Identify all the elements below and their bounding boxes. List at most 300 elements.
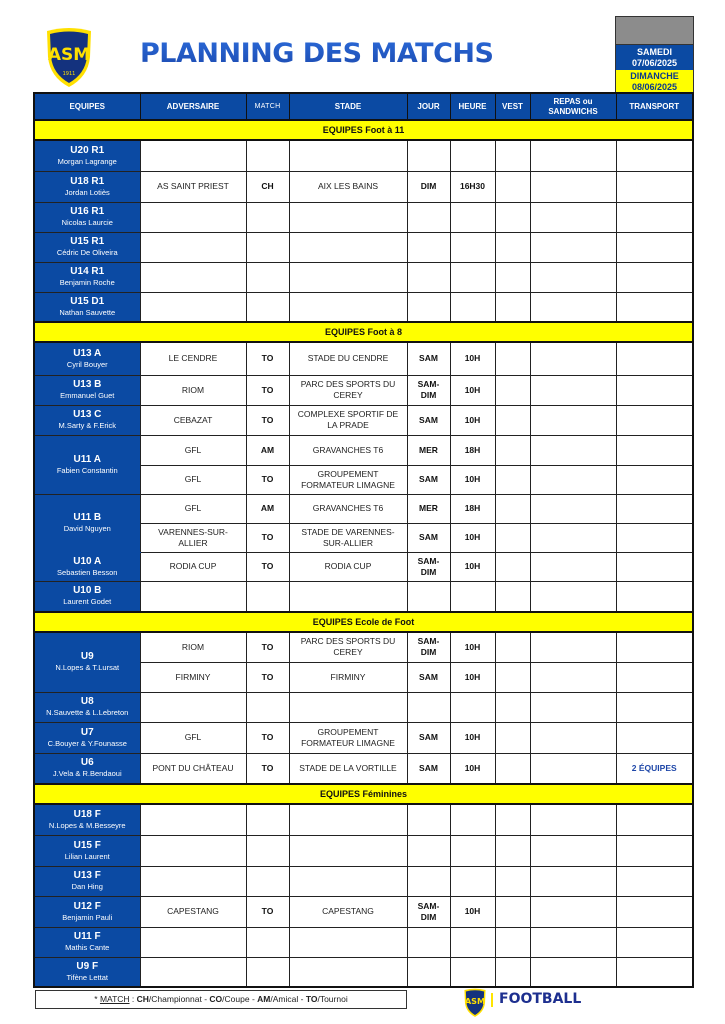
match-cell [246,292,289,322]
stade-cell: AIX LES BAINS [289,171,407,202]
stade-cell: GRAVANCHES T6 [289,494,407,523]
team-cell [34,171,140,202]
repas-cell [530,957,616,987]
stade-cell: PARC DES SPORTS DU CEREY [289,375,407,405]
team-coach: Benjamin Roche [59,278,115,287]
col-header-adversaire: ADVERSAIRE [140,93,246,120]
transport-cell [616,662,693,692]
team-name: U20 R1 [70,144,105,156]
transport-cell [616,405,693,435]
footer-divider [491,993,493,1007]
adversaire-cell [140,581,246,612]
repas-cell [530,722,616,753]
adversaire-cell: FIRMINY [140,662,246,692]
adversaire-cell: RIOM [140,632,246,662]
team-name: U15 R1 [70,236,105,247]
repas-cell [530,552,616,581]
jour-cell [407,202,450,232]
table-row [34,232,693,262]
legend-code-co: CO [209,994,223,1004]
transport-cell: 2 ÉQUIPES [616,753,693,784]
adversaire-cell [140,866,246,896]
team-cell [34,632,140,692]
match-cell: CH [246,171,289,202]
heure-cell: 10H [450,552,495,581]
match-cell: TO [246,662,289,692]
jour-cell: SAM [407,662,450,692]
match-cell: TO [246,342,289,375]
vest-cell [495,292,530,322]
adversaire-cell: VARENNES-SUR-ALLIER [140,523,246,552]
transport-cell [616,552,693,581]
team-name: U8 [80,696,94,707]
stade-cell: FIRMINY [289,662,407,692]
section-title [34,120,693,140]
adversaire-cell [140,202,246,232]
heure-cell: 10H [450,753,495,784]
match-cell: TO [246,465,289,494]
heure-cell: 10H [450,896,495,927]
table-row [34,722,693,753]
team-cell [34,202,140,232]
stade-cell: PARC DES SPORTS DU CEREY [289,632,407,662]
repas-cell [530,523,616,552]
repas-cell [530,171,616,202]
stade-cell [289,957,407,987]
team-cell [34,140,140,171]
jour-cell [407,692,450,722]
team-coach: N.Lopes & M.Besseyre [48,820,126,830]
sunday-value: 08/06/2025 [631,82,678,92]
adversaire-cell [140,232,246,262]
match-cell [246,262,289,292]
vest-cell [495,465,530,494]
stade-cell [289,262,407,292]
team-coach: Jordan Lotiès [64,187,110,197]
heure-cell [450,804,495,835]
table-row [34,866,693,896]
team-cell [34,581,140,612]
vest-cell [495,202,530,232]
vest-cell [495,927,530,957]
team-cell [34,722,140,753]
section-title-rest: Ecole de Foot [352,617,415,627]
section-title [34,322,693,342]
svg-text:ASM: ASM [47,45,91,65]
repas-cell [530,262,616,292]
team-coach: Dan Hing [71,882,103,891]
transport-cell [616,375,693,405]
saturday-date [616,45,693,70]
team-coach: M.Sarty & F.Erick [58,421,116,430]
adversaire-cell [140,835,246,866]
transport-cell [616,171,693,202]
table-row [34,494,693,523]
table-row [34,804,693,835]
legend-code-am: AM [257,994,271,1004]
heure-cell [450,140,495,171]
date-box [615,16,694,94]
section-title-bold: EQUIPES [324,327,365,337]
section-title-bold: EQUIPES [322,125,363,135]
stade-cell [289,927,407,957]
team-cell [34,896,140,927]
vest-cell [495,753,530,784]
asm-logo [44,27,94,89]
svg-text:ASM: ASM [464,995,486,1006]
transport-cell [616,494,693,523]
team-coach: Cédric De Oliveira [56,248,118,257]
jour-cell: MER [407,435,450,465]
table-row [34,692,693,722]
repas-cell [530,835,616,866]
repas-cell [530,435,616,465]
vest-cell [495,581,530,612]
jour-cell: SAM [407,722,450,753]
team-coach: Sebastien Besson [57,567,118,577]
vest-cell [495,405,530,435]
heure-cell: 18H [450,494,495,523]
col-header-jour: JOUR [407,93,450,120]
vest-cell [495,722,530,753]
team-cell [34,552,140,581]
jour-cell: DIM [407,171,450,202]
jour-cell [407,804,450,835]
transport-cell [616,435,693,465]
match-cell [246,692,289,722]
team-coach: Laurent Godet [63,597,112,607]
adversaire-cell: GFL [140,435,246,465]
heure-cell [450,835,495,866]
repas-cell [530,140,616,171]
repas-cell [530,804,616,835]
match-cell [246,140,289,171]
repas-cell [530,202,616,232]
vest-cell [495,262,530,292]
table-row [34,927,693,957]
team-cell [34,957,140,987]
col-header-vest: VEST [495,93,530,120]
heure-cell [450,866,495,896]
table-row [34,405,693,435]
match-cell [246,927,289,957]
repas-cell [530,465,616,494]
legend-label-to: /Tournoi [317,994,348,1004]
footer-asm-logo [463,988,487,1018]
team-coach: Benjamin Pauli [62,912,113,922]
col-header-match: MATCH [246,93,289,120]
adversaire-cell: CAPESTANG [140,896,246,927]
repas-cell [530,292,616,322]
heure-cell [450,262,495,292]
repas-cell [530,342,616,375]
jour-cell [407,866,450,896]
team-cell [34,753,140,784]
section-title [34,612,693,632]
team-name: U16 R1 [70,206,105,217]
transport-cell [616,692,693,722]
team-name: U18 F [73,808,101,820]
adversaire-cell: RIOM [140,375,246,405]
team-cell [34,232,140,262]
team-name: U7 [80,726,94,738]
heure-cell: 10H [450,375,495,405]
section-title-rest: Foot à 8 [365,327,403,337]
team-coach: Lilian Laurent [64,851,110,861]
stade-cell: GROUPEMENT FORMATEUR LIMAGNE [289,465,407,494]
table-row [34,140,693,171]
repas-cell [530,581,616,612]
transport-cell [616,465,693,494]
team-name: U14 R1 [70,266,105,277]
vest-cell [495,494,530,523]
match-cell: AM [246,494,289,523]
adversaire-cell [140,927,246,957]
vest-cell [495,171,530,202]
jour-cell: SAM-DIM [407,552,450,581]
vest-cell [495,632,530,662]
team-coach: Fabien Constantin [56,465,118,475]
team-cell [34,262,140,292]
adversaire-cell: RODIA CUP [140,552,246,581]
team-coach: Morgan Lagrange [57,156,117,166]
team-name: U18 R1 [70,175,105,187]
legend-key: MATCH [99,994,130,1004]
adversaire-cell: GFL [140,722,246,753]
jour-cell: SAM-DIM [407,632,450,662]
stade-cell: STADE DE LA VORTILLE [289,753,407,784]
team-cell [34,375,140,405]
heure-cell: 10H [450,632,495,662]
match-cell [246,835,289,866]
heure-cell [450,692,495,722]
section-title [34,784,693,804]
footer-brand: FOOTBALL [499,991,582,1007]
team-coach: Cyril Bouyer [66,359,108,369]
team-cell [34,835,140,866]
table-row [34,202,693,232]
team-cell [34,292,140,322]
jour-cell [407,140,450,171]
transport-cell [616,262,693,292]
adversaire-cell [140,292,246,322]
team-coach: J.Vela & R.Bendaoui [52,769,122,779]
stade-cell [289,804,407,835]
stade-cell [289,140,407,171]
planning-body [34,120,693,987]
transport-cell [616,632,693,662]
vest-cell [495,140,530,171]
jour-cell: SAM [407,342,450,375]
team-coach: David Nguyen [63,524,111,533]
repas-cell [530,494,616,523]
stade-cell [289,581,407,612]
col-header-equipes: EQUIPES [34,93,140,120]
transport-cell [616,927,693,957]
vest-cell [495,523,530,552]
team-coach: Tifène Lettat [66,972,108,982]
team-cell [34,435,140,494]
adversaire-cell: PONT DU CHÂTEAU [140,753,246,784]
jour-cell [407,835,450,866]
sunday-label: DIMANCHE [630,71,679,81]
planning-table [33,92,694,988]
match-cell: AM [246,435,289,465]
team-coach: Emmanuel Guet [60,391,115,400]
team-coach: N.Sauvette & L.Lebreton [46,708,129,717]
transport-cell [616,232,693,262]
sunday-date [616,70,693,94]
heure-cell: 10H [450,722,495,753]
stade-cell [289,232,407,262]
repas-cell [530,232,616,262]
jour-cell: MER [407,494,450,523]
legend-sep: : [129,994,137,1004]
col-header-stade: STADE [289,93,407,120]
table-row [34,581,693,612]
adversaire-cell [140,957,246,987]
stade-cell [289,866,407,896]
adversaire-cell: LE CENDRE [140,342,246,375]
adversaire-cell [140,140,246,171]
vest-cell [495,662,530,692]
section-title-rest: Foot à 11 [362,125,405,135]
stade-cell: GROUPEMENT FORMATEUR LIMAGNE [289,722,407,753]
team-cell [34,405,140,435]
stade-cell [289,835,407,866]
jour-cell: SAM [407,523,450,552]
table-row [34,632,693,662]
transport-cell [616,722,693,753]
stade-cell: RODIA CUP [289,552,407,581]
section-header [34,322,693,342]
jour-cell: SAM-DIM [407,896,450,927]
date-box-header [616,17,693,45]
match-cell: TO [246,523,289,552]
table-row [34,375,693,405]
col-header-heure: HEURE [450,93,495,120]
transport-cell [616,292,693,322]
table-row [34,896,693,927]
team-cell [34,342,140,375]
repas-cell [530,692,616,722]
stade-cell: CAPESTANG [289,896,407,927]
team-name: U13 B [73,379,102,390]
stade-cell: STADE DU CENDRE [289,342,407,375]
vest-cell [495,232,530,262]
adversaire-cell [140,804,246,835]
heure-cell: 16H30 [450,171,495,202]
match-cell: TO [246,896,289,927]
heure-cell: 10H [450,662,495,692]
stade-cell [289,202,407,232]
team-name: U10 A [73,555,102,567]
repas-cell [530,753,616,784]
stade-cell: GRAVANCHES T6 [289,435,407,465]
legend-code-ch: CH [136,994,149,1004]
repas-cell [530,896,616,927]
transport-cell [616,342,693,375]
match-cell: TO [246,375,289,405]
legend-code-to: TO [305,994,318,1004]
table-row [34,835,693,866]
col-header-transport: TRANSPORT [616,93,693,120]
heure-cell: 10H [450,342,495,375]
heure-cell: 10H [450,465,495,494]
heure-cell [450,957,495,987]
section-header [34,612,693,632]
team-name: U13 A [73,347,102,359]
team-coach: Mathis Cante [65,943,110,952]
stade-cell: COMPLEXE SPORTIF DE LA PRADE [289,405,407,435]
transport-cell [616,523,693,552]
team-name: U13 C [73,409,102,420]
transport-cell [616,866,693,896]
heure-cell: 18H [450,435,495,465]
vest-cell [495,896,530,927]
legend-label-am: /Amical [270,994,299,1004]
vest-cell [495,342,530,375]
jour-cell [407,927,450,957]
heure-cell [450,581,495,612]
transport-cell [616,835,693,866]
heure-cell [450,232,495,262]
repas-cell [530,866,616,896]
heure-cell: 10H [450,405,495,435]
repas-cell [530,662,616,692]
section-header [34,120,693,140]
match-cell [246,202,289,232]
transport-cell [616,896,693,927]
team-name: U15 F [73,839,101,851]
team-name: U9 [80,651,94,663]
match-cell: TO [246,405,289,435]
jour-cell: SAM [407,405,450,435]
transport-cell [616,202,693,232]
adversaire-cell: CEBAZAT [140,405,246,435]
adversaire-cell [140,692,246,722]
vest-cell [495,835,530,866]
svg-text:1911: 1911 [62,71,76,77]
team-cell [34,804,140,835]
repas-cell [530,632,616,662]
team-name: U6 [80,757,94,769]
table-row [34,262,693,292]
section-title-bold: EQUIPES [319,789,360,799]
vest-cell [495,435,530,465]
jour-cell [407,292,450,322]
team-name: U12 F [73,900,101,912]
jour-cell: SAM-DIM [407,375,450,405]
table-row [34,435,693,465]
team-name: U11 A [73,453,101,465]
vest-cell [495,866,530,896]
team-name: U15 D1 [70,295,105,307]
jour-cell: SAM [407,465,450,494]
team-cell [34,927,140,957]
stade-cell [289,292,407,322]
repas-cell [530,405,616,435]
table-header-row [34,93,693,120]
match-cell [246,804,289,835]
saturday-label: SAMEDI [636,47,672,57]
team-name: U13 F [73,870,101,881]
team-coach: Nicolas Laurcie [61,218,113,227]
page-title: PLANNING DES MATCHS [140,38,494,69]
heure-cell: 10H [450,523,495,552]
match-cell [246,957,289,987]
section-header [34,784,693,804]
